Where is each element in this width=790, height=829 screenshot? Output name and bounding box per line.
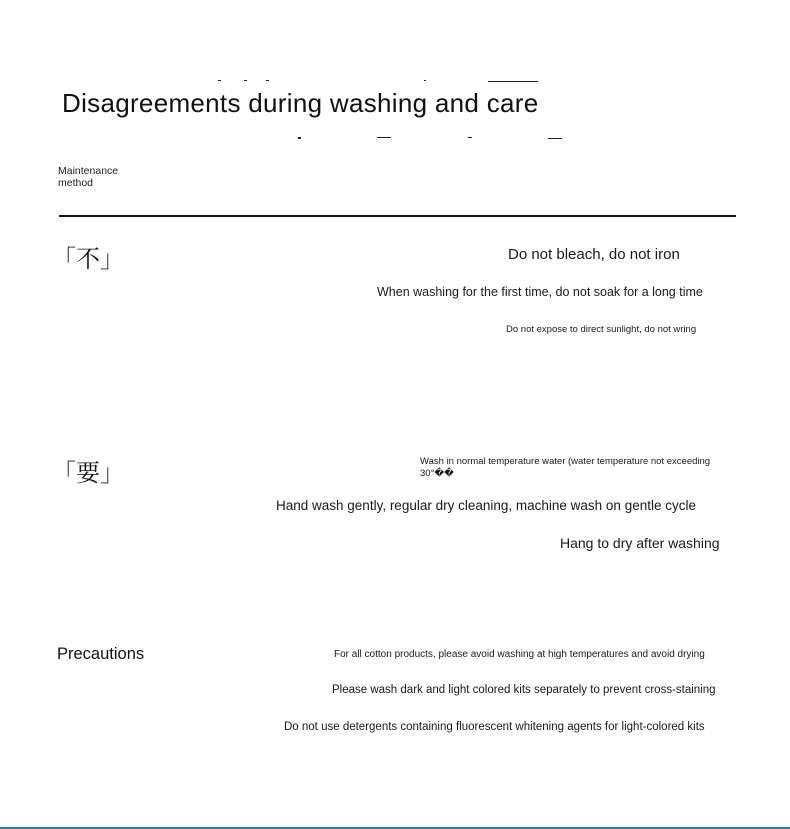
- title-artifact-mark: [244, 80, 247, 81]
- precaution-item: Please wash dark and light colored kits separately to prevent cross-staining: [332, 684, 716, 696]
- precaution-item: For all cotton products, please avoid washing at high temperatures and avoid drying: [334, 649, 705, 660]
- header-divider: [59, 215, 736, 217]
- title-artifact-mark: [218, 80, 221, 81]
- title-artifact-mark: [266, 80, 269, 81]
- do-item: Wash in normal temperature water (water temperature not exceeding 30°��: [420, 456, 711, 479]
- title-artifact-mark: [424, 80, 426, 81]
- title-artifact-mark: [298, 137, 301, 139]
- page-subtitle: Maintenance method: [58, 165, 119, 189]
- do-section-label: 「要」: [52, 459, 124, 487]
- page-title: Disagreements during washing and care: [62, 88, 539, 118]
- dont-item: When washing for the first time, do not soak for a long time: [377, 285, 703, 299]
- dont-section-label: 「不」: [52, 245, 124, 273]
- dont-item: Do not bleach, do not iron: [508, 246, 680, 263]
- do-item: Hand wash gently, regular dry cleaning, machine wash on gentle cycle: [276, 498, 696, 513]
- precaution-item: Do not use detergents containing fluorescent whitening agents for light-colored kits: [284, 721, 705, 733]
- dont-item: Do not expose to direct sunlight, do not wring: [506, 324, 697, 335]
- title-artifact-mark: [488, 81, 538, 82]
- do-item: Hang to dry after washing: [560, 535, 720, 551]
- precautions-heading: Precautions: [57, 645, 145, 663]
- title-artifact-mark: [548, 138, 562, 139]
- title-artifact-mark: [468, 137, 472, 138]
- title-artifact-mark: [377, 137, 391, 138]
